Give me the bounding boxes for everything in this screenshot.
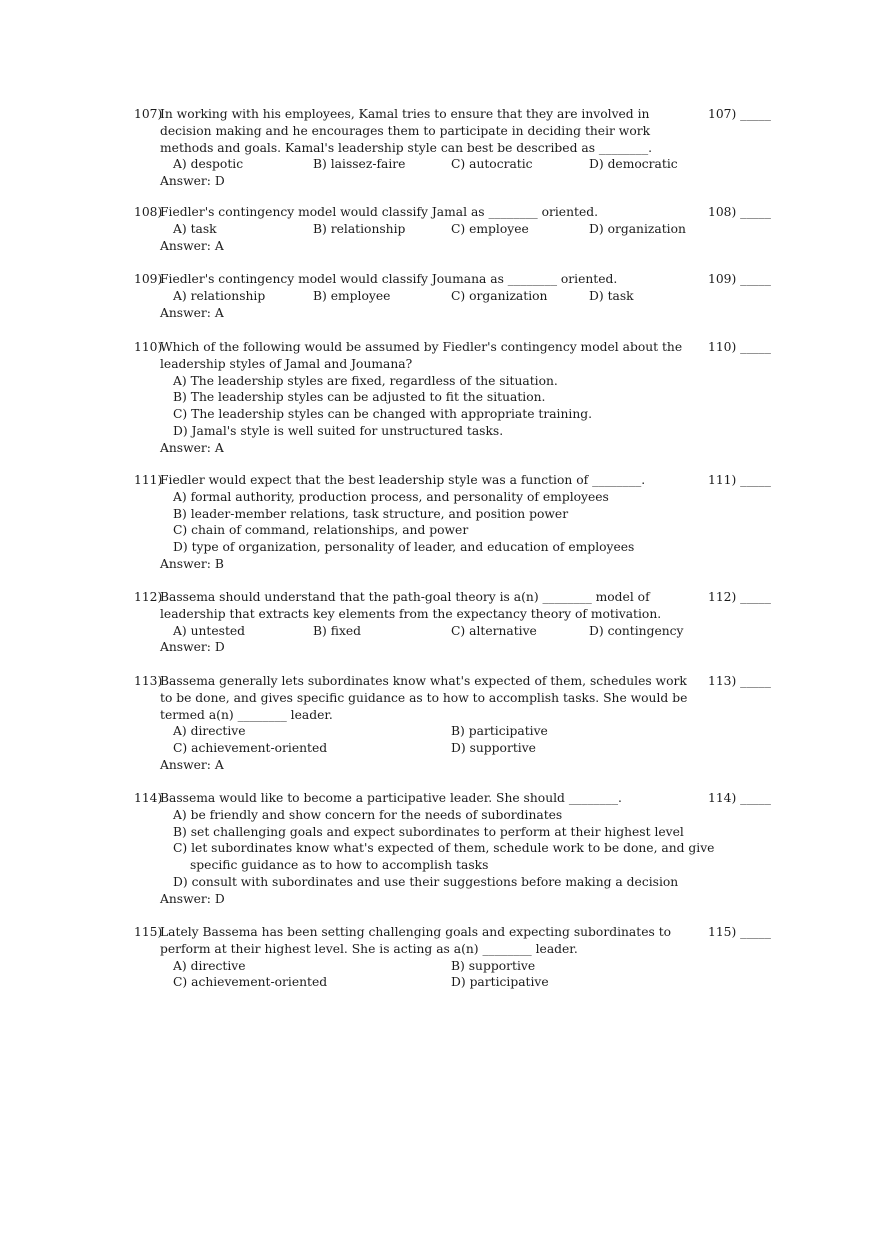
option-b: B) participative bbox=[451, 724, 548, 739]
question-number: 110) bbox=[134, 340, 163, 354]
answer-blank: 113) _____ bbox=[708, 674, 771, 688]
question-stem: Bassema should understand that the path-goal theory is a(n) ________ model of leadership that extracts key elements from the expectancy theory of motivation. bbox=[160, 590, 662, 621]
option-b: B) leader-member relations, task structure, and position power bbox=[173, 506, 569, 521]
question-number: 114) bbox=[134, 791, 163, 805]
question-stem: Bassema would like to become a participative leader. She should ________. bbox=[160, 791, 622, 805]
question-108 bbox=[134, 204, 774, 254]
option-c: C) let subordinates know what's expected of them, schedule work to be done, and give bbox=[173, 841, 715, 856]
option-a: A) untested bbox=[173, 623, 246, 638]
option-d: D) consult with subordinates and use their suggestions before making a decision bbox=[173, 874, 679, 889]
question-number: 113) bbox=[134, 674, 163, 688]
answer-line: Answer: D bbox=[160, 891, 225, 906]
question-number: 107) bbox=[134, 107, 163, 121]
option-b: B) The leadership styles can be adjusted to fit the situation. bbox=[173, 390, 546, 405]
question-stem: Bassema generally lets subordinates know what's expected of them, schedules work to be done, and gives specific guidance as to how to accomplish tasks. She would be termed a(n) ________ leader. bbox=[160, 674, 688, 722]
answer-line: Answer: A bbox=[160, 757, 224, 772]
answer-blank: 114) _____ bbox=[708, 791, 771, 805]
option-b: B) fixed bbox=[313, 623, 362, 638]
option-a: A) despotic bbox=[173, 157, 244, 172]
option-d: D) supportive bbox=[451, 741, 536, 756]
answer-blank: 112) _____ bbox=[708, 590, 771, 604]
option-b: B) set challenging goals and expect subordinates to perform at their highest level bbox=[173, 824, 684, 839]
option-b: B) employee bbox=[313, 288, 391, 303]
options-row bbox=[134, 288, 774, 305]
question-stem: Fiedler would expect that the best leadership style was a function of ________. bbox=[160, 473, 646, 487]
option-a: A) directive bbox=[173, 724, 246, 739]
answer-blank: 109) _____ bbox=[708, 272, 771, 286]
answer-blank: 111) _____ bbox=[708, 473, 771, 487]
option-c: C) achievement-oriented bbox=[173, 741, 328, 756]
option-c: C) employee bbox=[451, 221, 529, 236]
question-stem: Fiedler's contingency model would classify Jamal as ________ oriented. bbox=[160, 205, 598, 219]
question-115 bbox=[134, 924, 774, 991]
options-row bbox=[134, 740, 774, 757]
question-stem: Lately Bassema has been setting challenging goals and expecting subordinates to perform at their highest level. She is acting as a(n) ________ leader. bbox=[160, 925, 672, 956]
question-stem: Fiedler's contingency model would classify Joumana as ________ oriented. bbox=[160, 272, 618, 286]
question-stem: In working with his employees, Kamal tries to ensure that they are involved in decision making and he encourages them to participate in deciding their work methods and goals. Kamal's leadership style can best be described as ________. bbox=[160, 107, 653, 155]
question-110 bbox=[134, 339, 774, 457]
question-111 bbox=[134, 472, 774, 573]
options-row bbox=[134, 221, 774, 238]
question-109 bbox=[134, 271, 774, 321]
options-row bbox=[134, 723, 774, 740]
option-d: D) contingency bbox=[589, 623, 684, 638]
option-a: A) formal authority, production process, and personality of employees bbox=[173, 489, 609, 504]
options-list bbox=[173, 489, 774, 556]
option-c-continued: specific guidance as to how to accomplish tasks bbox=[190, 858, 489, 873]
answer-line: Answer: B bbox=[160, 556, 224, 571]
option-a: A) The leadership styles are fixed, regardless of the situation. bbox=[173, 373, 558, 388]
option-c: C) chain of command, relationships, and power bbox=[173, 523, 469, 538]
answer-line: Answer: A bbox=[160, 238, 224, 253]
answer-line: Answer: A bbox=[160, 305, 224, 320]
option-a: A) task bbox=[173, 221, 217, 236]
question-number: 115) bbox=[134, 925, 163, 939]
answer-blank: 115) _____ bbox=[708, 925, 771, 939]
options-list bbox=[173, 807, 774, 891]
options-row bbox=[134, 958, 774, 975]
question-number: 111) bbox=[134, 473, 163, 487]
option-d: D) Jamal's style is well suited for unstructured tasks. bbox=[173, 423, 504, 438]
option-b: B) supportive bbox=[451, 958, 536, 973]
options-row bbox=[134, 623, 774, 640]
question-number: 112) bbox=[134, 590, 163, 604]
question-number: 109) bbox=[134, 272, 163, 286]
question-number: 108) bbox=[134, 205, 163, 219]
option-c: C) organization bbox=[451, 288, 548, 303]
answer-blank: 108) _____ bbox=[708, 205, 771, 219]
option-c: C) achievement-oriented bbox=[173, 975, 328, 990]
option-a: A) be friendly and show concern for the needs of subordinates bbox=[173, 807, 563, 822]
option-c: C) alternative bbox=[451, 623, 537, 638]
option-d: D) task bbox=[589, 288, 634, 303]
option-b: B) relationship bbox=[313, 221, 406, 236]
answer-line: Answer: A bbox=[160, 440, 224, 455]
option-d: D) participative bbox=[451, 975, 549, 990]
option-d: D) organization bbox=[589, 221, 686, 236]
question-112 bbox=[134, 589, 774, 656]
option-a: A) directive bbox=[173, 958, 246, 973]
answer-line: Answer: D bbox=[160, 640, 225, 655]
question-114 bbox=[134, 790, 774, 908]
answer-blank: 107) _____ bbox=[708, 107, 771, 121]
options-row bbox=[134, 156, 774, 173]
question-stem: Which of the following would be assumed by Fiedler's contingency model about the leadership styles of Jamal and Joumana? bbox=[160, 340, 683, 371]
option-c: C) autocratic bbox=[451, 157, 533, 172]
question-107 bbox=[134, 106, 774, 190]
option-a: A) relationship bbox=[173, 288, 266, 303]
answer-line: Answer: D bbox=[160, 174, 225, 189]
answer-blank: 110) _____ bbox=[708, 340, 771, 354]
option-c: C) The leadership styles can be changed with appropriate training. bbox=[173, 407, 593, 422]
options-list bbox=[173, 373, 774, 440]
option-b: B) laissez-faire bbox=[313, 157, 406, 172]
option-d: D) democratic bbox=[589, 157, 678, 172]
option-d: D) type of organization, personality of leader, and education of employees bbox=[173, 540, 635, 555]
options-row bbox=[134, 974, 774, 991]
question-113 bbox=[134, 673, 774, 774]
